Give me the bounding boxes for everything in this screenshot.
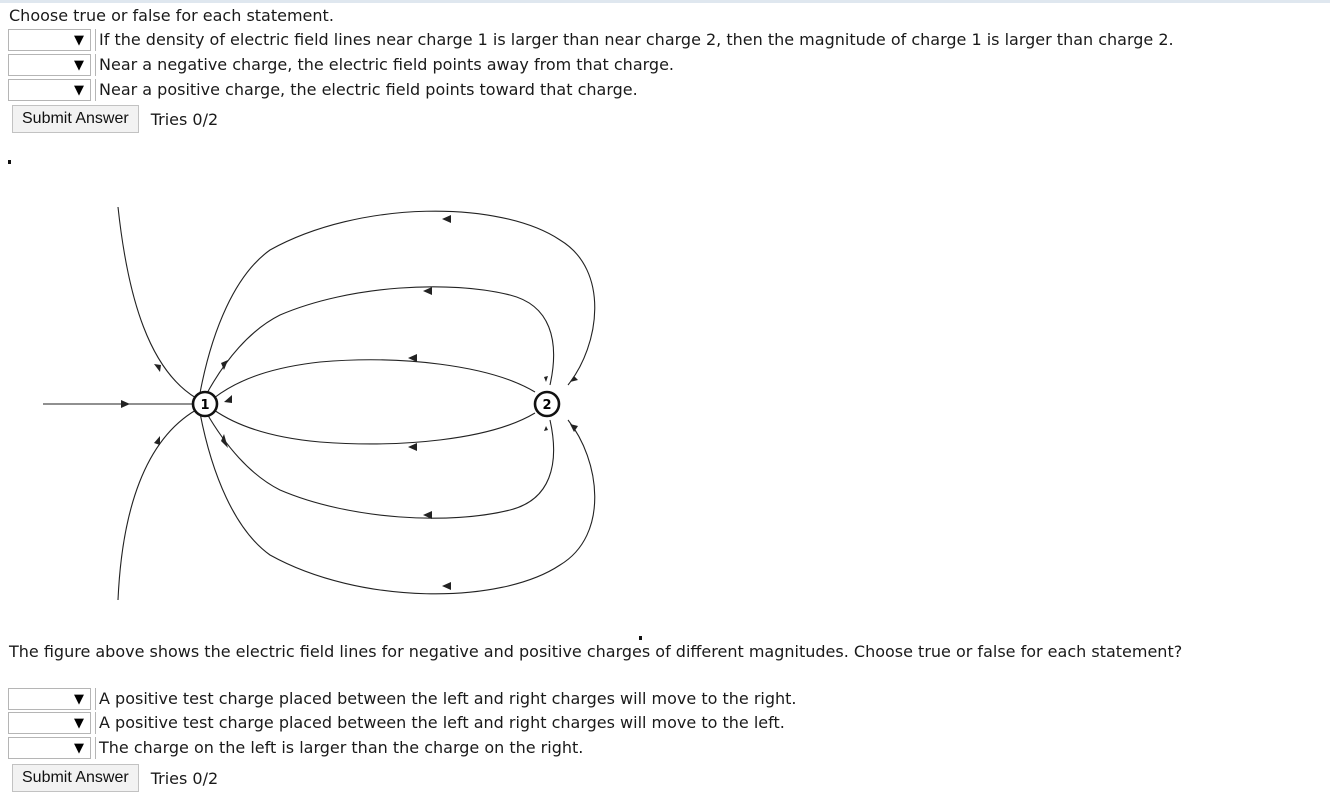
true-false-dropdown[interactable] [8, 688, 91, 710]
statement-text: If the density of electric field lines near charge 1 is larger than near charge 2, then the magnitude of charge 1 is larger than charge 2. [95, 29, 1174, 51]
charge-1-label: 1 [200, 398, 210, 413]
arrowhead-icon [121, 400, 130, 408]
arrowhead-icon [408, 443, 417, 451]
question1-statement-row [8, 53, 674, 77]
true-false-dropdown[interactable] [8, 712, 91, 734]
field-line [200, 211, 595, 393]
field-line [214, 360, 535, 398]
question1-submit-row [12, 104, 218, 134]
arrowhead-icon [423, 287, 432, 295]
statement-text: The charge on the left is larger than the charge on the right. [95, 737, 583, 759]
dropdown-arrow-icon: ▼ [74, 716, 84, 731]
field-line [118, 410, 196, 600]
tries-counter: Tries 0/2 [150, 768, 219, 788]
charge-2-label: 2 [542, 398, 552, 413]
question1-statement-row [8, 78, 638, 102]
charge-2 [535, 392, 559, 416]
statement-text: Near a negative charge, the electric field points away from that charge. [95, 54, 674, 76]
question2-statement-row [8, 736, 583, 760]
arrowhead-icon [221, 434, 228, 448]
arrowhead-icon [224, 395, 232, 403]
dropdown-arrow-icon: ▼ [74, 83, 84, 98]
question2-statement-row [8, 687, 797, 711]
field-line [118, 207, 196, 398]
true-false-dropdown[interactable] [8, 79, 91, 101]
submit-answer-button[interactable]: Submit Answer [12, 764, 139, 792]
charge-1 [193, 392, 217, 416]
top-divider [0, 0, 1330, 3]
submit-answer-button[interactable]: Submit Answer [12, 105, 139, 133]
field-line [214, 410, 535, 444]
statement-text: Near a positive charge, the electric field points toward that charge. [95, 79, 638, 101]
question2-statement-row [8, 711, 785, 735]
arrowhead-icon [442, 215, 451, 223]
electric-field-figure [0, 150, 660, 640]
arrowhead-icon [570, 376, 578, 382]
arrowhead-icon [154, 364, 161, 372]
arrowhead-icon [570, 424, 578, 432]
dropdown-arrow-icon: ▼ [74, 58, 84, 73]
arrowhead-icon [154, 436, 160, 445]
question1-statement-row [8, 28, 1174, 52]
statement-text: A positive test charge placed between the left and right charges will move to the right. [95, 688, 797, 710]
field-line [200, 413, 595, 594]
tries-counter: Tries 0/2 [150, 109, 219, 129]
question1-instruction: Choose true or false for each statement. [9, 6, 334, 25]
arrowhead-icon [544, 376, 548, 382]
arrowhead-icon [442, 582, 451, 590]
true-false-dropdown[interactable] [8, 29, 91, 51]
true-false-dropdown[interactable] [8, 54, 91, 76]
arrowhead-icon [544, 426, 548, 431]
dropdown-arrow-icon: ▼ [74, 692, 84, 707]
stray-mark [639, 636, 642, 640]
statement-text: A positive test charge placed between the left and right charges will move to the left. [95, 712, 785, 734]
stray-mark [8, 160, 11, 164]
true-false-dropdown[interactable] [8, 737, 91, 759]
dropdown-arrow-icon: ▼ [74, 33, 84, 48]
question2-submit-row [12, 763, 218, 793]
field-line [206, 287, 554, 395]
dropdown-arrow-icon: ▼ [74, 741, 84, 756]
question2-instruction: The figure above shows the electric field lines for negative and positive charges of different magnitudes. Choose true or false for each statement? [9, 642, 1183, 661]
